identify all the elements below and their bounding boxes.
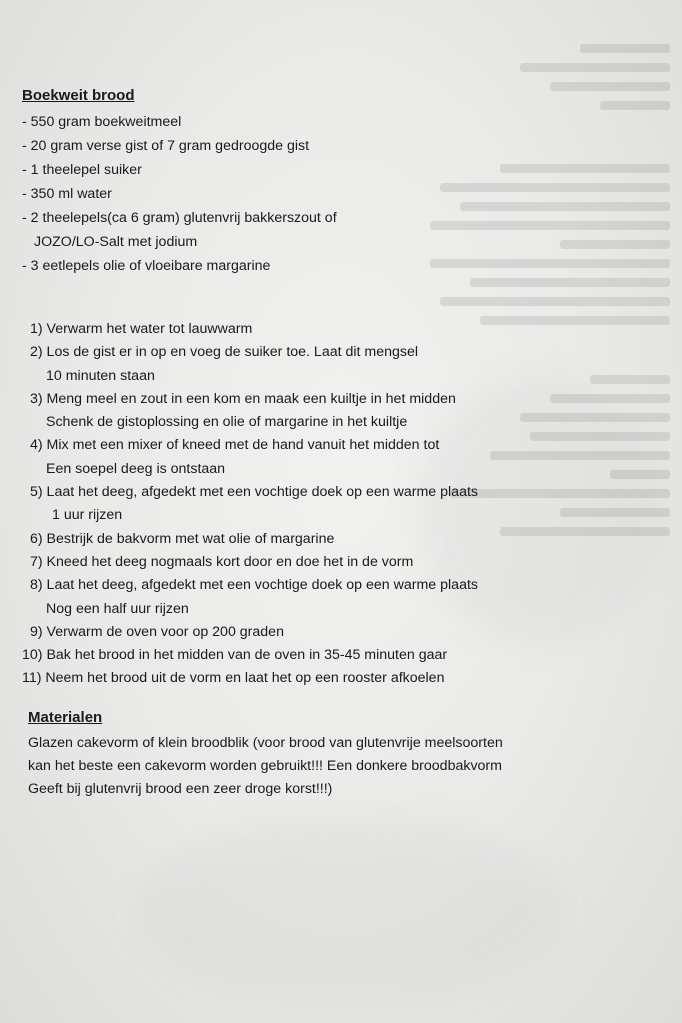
step-line: Schenk de gistoplossing en olie of margarine in het kuiltje (46, 414, 408, 431)
step-line: 7) Kneed het deeg nogmaals kort door en doe het in de vorm (30, 553, 414, 570)
step-line: 10 minuten staan (46, 367, 155, 384)
materials-line: Geeft bij glutenvrij brood een zeer droge korst!!!) (28, 781, 333, 797)
step-line: 2) Los de gist er in op en voeg de suiker toe. Laat dit mengsel (30, 344, 419, 361)
steps-list (22, 318, 478, 691)
ingredients-list (22, 110, 337, 278)
step-line: 5) Laat het deeg, afgedekt met een vochtige doek op een warme plaats (30, 484, 478, 501)
materials-line: Glazen cakevorm of klein broodblik (voor brood van glutenvrije meelsoorten (28, 735, 503, 751)
ingredients-title: Boekweit brood (22, 87, 135, 104)
step-line: 11) Neem het brood uit de vorm en laat het op een rooster afkoelen (22, 670, 445, 687)
step-line: 10) Bak het brood in het midden van de oven in 35-45 minuten gaar (22, 647, 448, 664)
step-line: 1 uur rijzen (52, 507, 123, 524)
step-line: 1) Verwarm het water tot lauwwarm (30, 321, 253, 337)
ingredient-line: - 20 gram verse gist of 7 gram gedroogde gist (22, 138, 310, 154)
step-line: 8) Laat het deeg, afgedekt met een vochtige doek op een warme plaats (30, 577, 478, 594)
ingredient-line: - 2 theelepels(ca 6 gram) glutenvrij bakkerszout of (22, 210, 337, 226)
ingredient-line: - 350 ml water (22, 186, 112, 202)
step-line: 4) Mix met een mixer of kneed met de hand vanuit het midden tot (30, 437, 440, 454)
step-line: 6) Bestrijk de bakvorm met wat olie of margarine (30, 530, 335, 547)
ingredient-line: - 1 theelepel suiker (22, 162, 142, 178)
ingredient-line: - 3 eetlepels olie of vloeibare margarine (22, 258, 271, 274)
ingredient-line: - 550 gram boekweitmeel (22, 114, 182, 130)
ingredient-line: JOZO/LO-Salt met jodium (34, 234, 198, 250)
step-line: Een soepel deeg is ontstaan (46, 460, 226, 477)
step-line: Nog een half uur rijzen (46, 600, 189, 617)
materials-title: Materialen (28, 709, 103, 726)
materials-text (28, 732, 668, 801)
step-line: 9) Verwarm de oven voor op 200 graden (30, 623, 284, 640)
materials-line: kan het beste een cakevorm worden gebruikt!!! Een donkere broodbakvorm (28, 758, 502, 774)
paper-shadow (140, 820, 560, 1000)
step-line: 3) Meng meel en zout in een kom en maak een kuiltje in het midden (30, 390, 456, 407)
